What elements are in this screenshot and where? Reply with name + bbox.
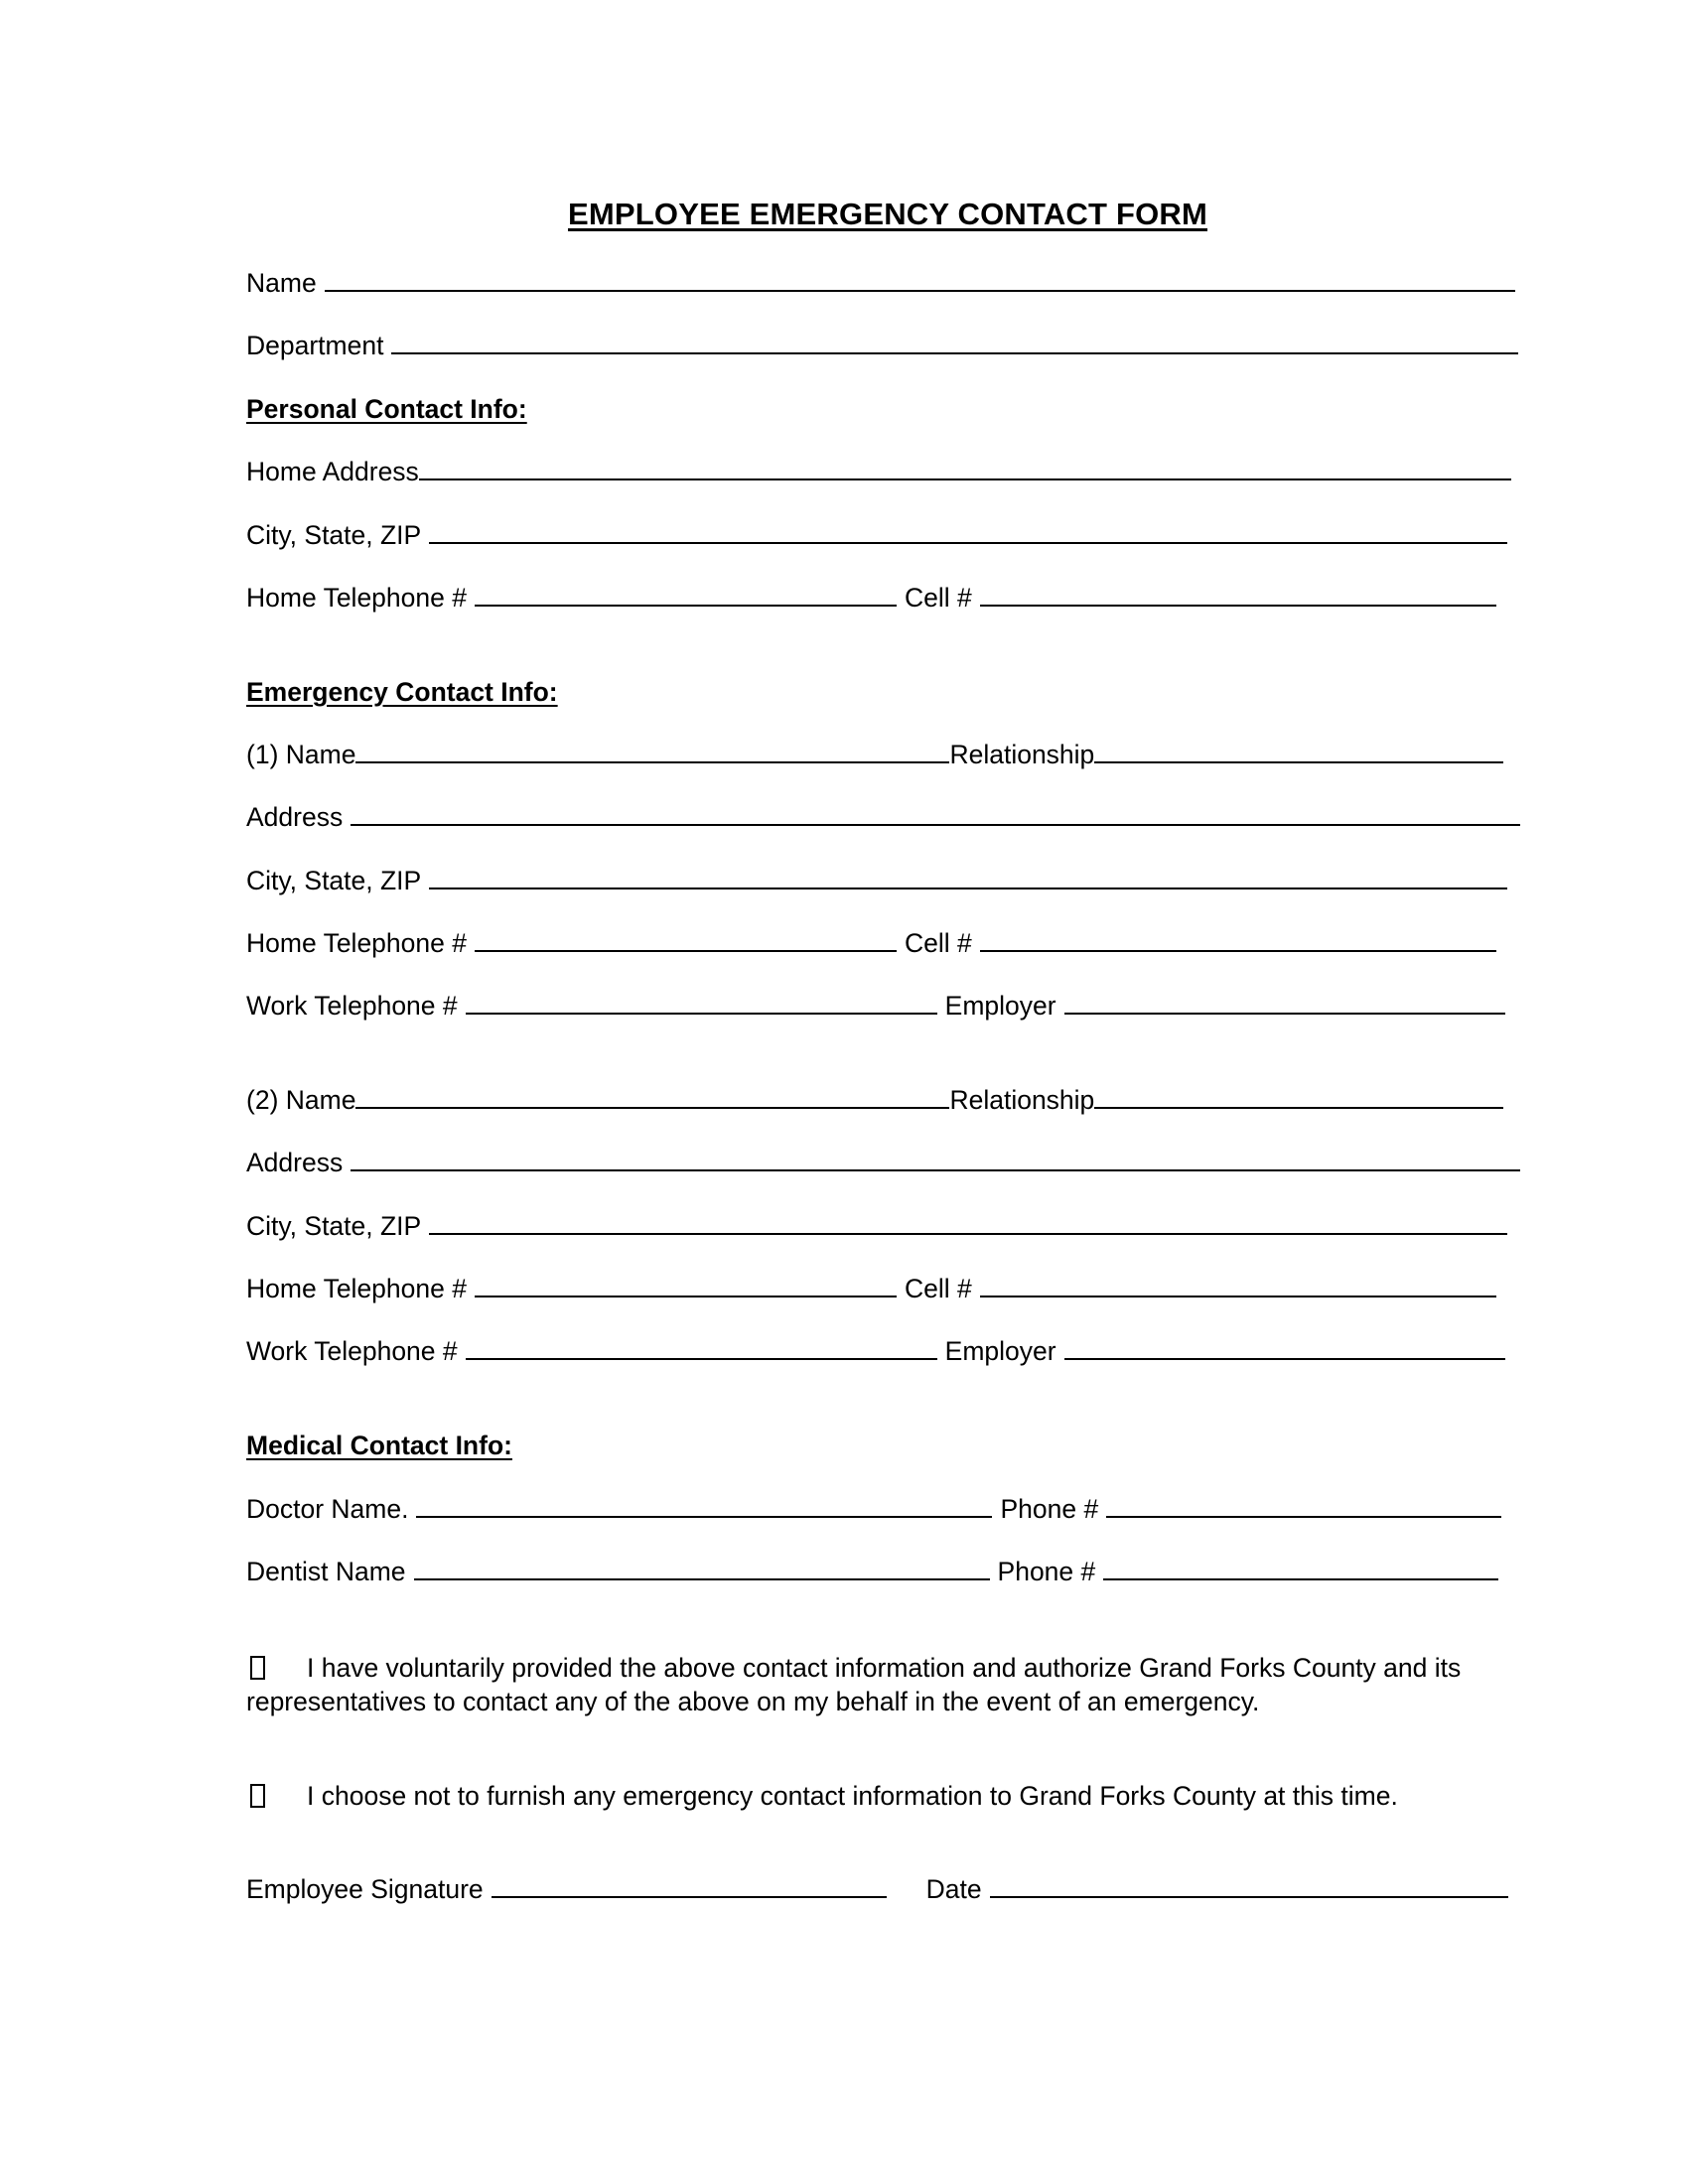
contact2-address-field[interactable] — [351, 1148, 1520, 1171]
contact2-work-row — [246, 1336, 1505, 1367]
contact2-name-field[interactable] — [355, 1085, 949, 1109]
home-address-field[interactable] — [419, 457, 1511, 480]
authorize-checkbox[interactable] — [250, 1656, 265, 1680]
doctor-name-field[interactable] — [416, 1494, 992, 1518]
contact1-city-field[interactable] — [429, 866, 1507, 889]
dentist-phone-field[interactable] — [1103, 1557, 1498, 1580]
contact1-relationship-label: Relationship — [949, 740, 1095, 769]
contact1-work-telephone-label: Work Telephone # — [246, 991, 458, 1021]
contact2-relationship-field[interactable] — [1094, 1085, 1503, 1109]
department-row — [246, 331, 1518, 361]
contact2-address-row — [246, 1148, 1520, 1178]
name-row — [246, 268, 1515, 299]
department-label: Department — [246, 331, 384, 360]
contact1-city-label: City, State, ZIP — [246, 866, 422, 895]
personal-cell-field[interactable] — [980, 583, 1496, 607]
contact1-cell-field[interactable] — [980, 928, 1496, 952]
personal-city-field[interactable] — [429, 520, 1507, 544]
contact1-city-row — [246, 866, 1507, 896]
contact2-city-field[interactable] — [429, 1211, 1507, 1235]
contact2-city-row — [246, 1211, 1507, 1242]
home-address-label: Home Address — [246, 457, 419, 486]
contact2-cell-label: Cell # — [904, 1274, 972, 1303]
personal-heading: Personal Contact Info: — [246, 394, 527, 424]
contact1-work-phone-field[interactable] — [466, 991, 937, 1015]
dentist-label: Dentist Name — [246, 1557, 406, 1586]
doctor-phone-label: Phone # — [1000, 1494, 1099, 1524]
contact1-address-field[interactable] — [351, 802, 1520, 826]
contact2-employer-field[interactable] — [1064, 1336, 1505, 1360]
contact2-cell-field[interactable] — [980, 1274, 1496, 1297]
signature-row — [246, 1874, 1508, 1905]
contact2-name-row — [246, 1085, 1503, 1116]
contact1-work-row — [246, 991, 1505, 1022]
contact1-home-phone-field[interactable] — [475, 928, 897, 952]
contact1-phone-row — [246, 928, 1496, 959]
contact2-employer-label: Employer — [944, 1336, 1056, 1366]
decline-text: I choose not to furnish any emergency contact information to Grand Forks County at this time. — [307, 1781, 1398, 1811]
form-title: EMPLOYEE EMERGENCY CONTACT FORM — [567, 197, 1208, 231]
personal-home-phone-field[interactable] — [475, 583, 897, 607]
dentist-phone-label: Phone # — [997, 1557, 1096, 1586]
date-field[interactable] — [990, 1874, 1508, 1898]
personal-city-row — [246, 520, 1507, 551]
decline-statement — [246, 1779, 1537, 1813]
contact2-address-label: Address — [246, 1148, 344, 1177]
contact1-address-row — [246, 802, 1520, 833]
dentist-name-field[interactable] — [414, 1557, 990, 1580]
contact2-phone-row — [246, 1274, 1496, 1304]
name-field[interactable] — [325, 268, 1515, 292]
doctor-phone-field[interactable] — [1106, 1494, 1501, 1518]
dentist-row — [246, 1557, 1498, 1587]
contact1-home-telephone-label: Home Telephone # — [246, 928, 467, 958]
signature-field[interactable] — [492, 1874, 887, 1898]
contact1-name-row — [246, 740, 1503, 770]
contact2-name-label: (2) Name — [246, 1085, 356, 1115]
home-address-row — [246, 457, 1511, 487]
home-telephone-label: Home Telephone # — [246, 583, 467, 613]
authorize-text: I have voluntarily provided the above contact information and authorize Grand Forks County and its representatives to contact any of the above on my behalf in the event of an emergency. — [246, 1653, 1462, 1716]
contact1-address-label: Address — [246, 802, 344, 832]
authorize-statement — [246, 1651, 1537, 1718]
contact2-city-label: City, State, ZIP — [246, 1211, 422, 1241]
contact1-name-label: (1) Name — [246, 740, 356, 769]
doctor-label: Doctor Name. — [246, 1494, 409, 1524]
decline-checkbox[interactable] — [250, 1784, 265, 1808]
contact2-home-phone-field[interactable] — [475, 1274, 897, 1297]
date-label: Date — [925, 1874, 982, 1904]
signature-label: Employee Signature — [246, 1874, 484, 1904]
contact2-home-telephone-label: Home Telephone # — [246, 1274, 467, 1303]
city-state-zip-label: City, State, ZIP — [246, 520, 422, 550]
contact2-work-telephone-label: Work Telephone # — [246, 1336, 458, 1366]
department-field[interactable] — [391, 331, 1518, 354]
contact1-name-field[interactable] — [355, 740, 949, 763]
contact1-relationship-field[interactable] — [1094, 740, 1503, 763]
name-label: Name — [246, 268, 317, 298]
contact1-employer-field[interactable] — [1064, 991, 1505, 1015]
contact1-employer-label: Employer — [944, 991, 1056, 1021]
personal-phone-row — [246, 583, 1496, 614]
medical-heading: Medical Contact Info: — [246, 1431, 512, 1460]
contact2-relationship-label: Relationship — [949, 1085, 1095, 1115]
doctor-row — [246, 1494, 1501, 1525]
contact1-cell-label: Cell # — [904, 928, 972, 958]
cell-label: Cell # — [904, 583, 972, 613]
emergency-heading: Emergency Contact Info: — [246, 677, 558, 707]
contact2-work-phone-field[interactable] — [466, 1336, 937, 1360]
